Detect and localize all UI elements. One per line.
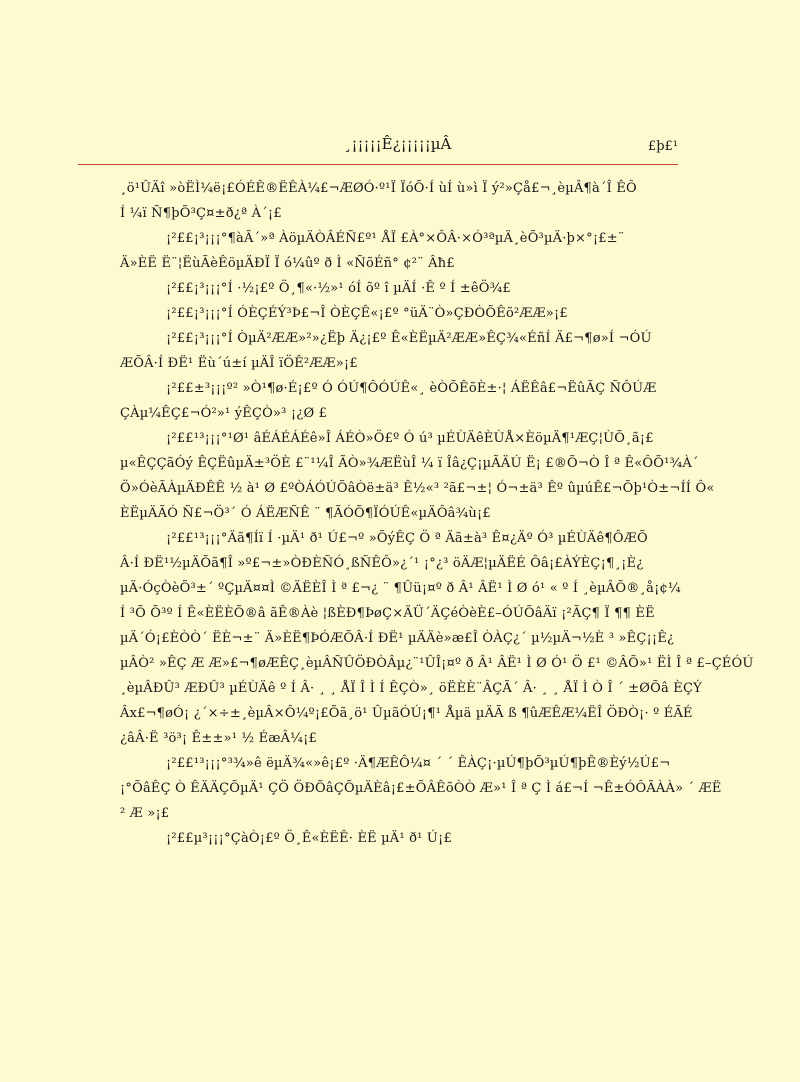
- text-line: ¸èµÂÐÛ³ ÆÐÛ³ µÉÙÄê º Í Â· ¸ ¸ ÅÏ Î Ì Í ÊÇÒ»¸ öËÈÈ¨ÂÇÃ´ Â· ¸ ¸ ÅÏ Ì Ò Î ´ ±ØÕâ ÈÇÝ: [120, 681, 702, 696]
- text-line: ¡²££¡³¡¡¡°Í ·½¡£º Ö¸¶«·½»¹ óÍ õº î µÄÍ ·Ê º Í ±êÖ¾£: [166, 281, 511, 296]
- text-line: ÇÀµ¼ÊÇ£¬Ó²»¹ ýÊÇÒ»³ ¡¿Ø £: [120, 406, 328, 421]
- text-line: ¡²££¹³¡¡¡°³¾»ê ëµÄ¾«»ê¡£º ·Ä¶ÆÊÔ¼¤ ´ ´ ÊÀÇ¡·µÚ¶þÕ³µÚ¶þÊ®Èý½Ú£¬: [166, 756, 671, 771]
- text-line: ¡²££¡³¡¡¡°Í ÓÈÇÉÝ³Þ£¬Î ÒÈÇÊ«¡£º °üÄ¨Ò»ÇÐÒÕÊõ²ÆÆ»¡£: [166, 306, 568, 321]
- text-line: µÂÒ² »ÊÇ Æ Æ»£¬¶øÆÊÇ¸èµÂÑÛÖÐÒÂµ¿¨¹ÛÎ¡¤º ð Â¹ ÂË¹ Ì Ø Ó¹ Ö £¹ ©ÂÕ»¹ ËÌ Î ª £–ÇÉÓÚ: [120, 656, 754, 671]
- paragraph: [120, 826, 680, 851]
- text-line: ÆÕÂ·Í ÐË¹ Ëù´ú±í µÄÎ ïÖÊ²ÆÆ»¡£: [120, 356, 358, 371]
- paragraph: [120, 276, 680, 301]
- body-text: [120, 176, 754, 851]
- text-line: ¡°ÕâÊÇ Ò ÊÄÄÇÕµÄ¹ ÇÖ ÖÐÕâÇÕµÄÈâ¡£±ÕÂÊõÒÒ Æ»¹ Î ª Ç Ì á£¬Í ¬Ê±ÓÔÃÀÀ» ´ ÆË: [120, 781, 722, 796]
- paragraph: [120, 751, 722, 826]
- text-line: ¡²££¹³¡¡¡°¹Ø¹ âÉÁÉÁÉê»Î ÁÉÒ»Ö£º Ó ú³ µÉÙÄêÈÙÅ×ÈöµÄ¶¹ÆÇ¦ÙÕ¸ã¡£: [166, 431, 654, 446]
- text-line: ¡²££¡³¡¡¡°¶àÃ´»ª ÀöµÄÒÂÉÑ£º¹ ÅÏ £À°×ÔÂ·×Ó³ªµÄ¸èÕ³µÄ·þ×°¡£±¨: [166, 231, 625, 246]
- page-number: £þ£¹: [647, 139, 678, 154]
- paragraph: [120, 226, 680, 276]
- text-line: ¡²££±³¡¡¡º² »Ò¹¶ø·É¡£º Ó ÓÚ¶ÔÓÚÊ«¸ èÒÕÊõÈ±·¦ ÁËÊâ£¬ËûÃÇ ÑÔÚÆ: [166, 381, 657, 396]
- text-line: ¡²££µ³¡¡¡°ÇàÒ¡£º Ö¸Ê«ÈËÊ· ÈË µÄ¹ ð¹ Ú¡£: [166, 831, 452, 846]
- text-line: Í ¼ï Ñ¶þÕ³Ç¤±ð¿ª À´¡£: [120, 206, 282, 221]
- text-line: µÄ´Ó¡£ÈÒÒ´ ËÈ¬±¨ Ä»ÈË¶ÞÓÆÕÂ·Í ÐË¹ µÄÄè»æ£Î ÒÀÇ¿´ µ½µÄ¬½È ³ »ÊÇ¡¡Ê¿: [120, 631, 675, 646]
- text-line: ¡²££¹³¡¡¡°Äã¶Íï Í ·µÄ¹ ð¹ Ú£¬º »ÕýÊÇ Ö ª Äã±à³ Ê¤¿Äº Ó³ µÉÙÄê¶ÔÆÕ: [166, 531, 648, 546]
- running-title: ¸¡¡¡¡¡Ê¿¡¡¡¡¡µÂ: [344, 135, 452, 153]
- paragraph: [120, 526, 754, 751]
- text-line: Âx£¬¶øÓ¡ ¿´×÷±¸èµÂ×Ô¼º¡£Õã¸ö¹ ÛµãÓÚ¡¶¹ Åµä µÄÃ ß ¶ûÆÊÆ¼ËÎ ÖÐÒ¡· º ÉÃÉ: [120, 706, 693, 721]
- text-line: ¿âÂ·Ë ³ö³¡ Ê±±»¹ ½ ÉæÂ¼¡£: [120, 731, 317, 746]
- text-line: ² Æ »¡£: [120, 806, 170, 821]
- paragraph: [120, 376, 680, 426]
- paragraph: [120, 301, 680, 326]
- text-line: µÄ·ÓçÒèÕ³±´ ºÇµÄ¤¤Ì ©ÄËÈÎ Ì ª £¬¿ ¨ ¶Ûü¡¤º ð Â¹ ÂË¹ Ì Ø ó¹ « º Í ¸èµÂÕ®¸å¡¢¼: [120, 581, 681, 596]
- text-line: ¸ö¹ÛÄî »òËÌ¼ë¡£ÓÉÊ®ËÊÀ¼£¬ÆØÓ·º¹Ï ÏóÕ·Í ùÍ ù»ì Ï ý²»Çå£¬¸èµÂ¶à´Î ÊÔ: [120, 181, 637, 196]
- paragraph: [120, 326, 680, 376]
- text-line: µ«ÊÇÇãÓý ÊÇËûµÄ±³ÖÈ £¨¹¼Î ÃÒ»¾ÆËùÎ ¼ ï Îâ¿Ç¡µÃÄÚ Ë¡ £®Õ¬Ò Î ª Ê«ÔÕ¹¾À´: [120, 456, 699, 471]
- header-rule: [78, 164, 678, 165]
- page-header: [78, 135, 678, 165]
- text-line: Í ³Õ Õ³º Í Ê«ÈËÈÕ®â ãÊ®Àè ¦ßÈÐ¶ÞøÇ×ÄÜ´ÄÇéÒèÈ£–ÓÚÕâÄï ¡²ÃÇ¶ Ï ¶¶ ÈË: [120, 606, 655, 621]
- text-line: ÈËµÄÃÓ Ñ£¬Ö³´ Ó ÁËÆÑÊ ¨ ¶ÃÓÕ¶ÏÓÚÊ«µÄÔâ¾ù¡£: [120, 506, 491, 521]
- paragraph: [120, 176, 680, 226]
- text-line: Ö»ÓèÃÀµÄÐÊÊ ½ à¹ Ø £ºÒÁÓÚÕâÒë±ä³ Ê½«³ ²ã£¬±¦ Ó¬±ä³ Êº ûµúÊ£¬Õþ¹Ò±¬ÍÍ Ô«: [120, 481, 715, 496]
- text-line: Ä»ÈË Ë¨¦ËùÃèÊöµÄÐÏ Ï ó¼ûº ð Ì «ÑõÉñ° ¢²¨ Âħ£: [120, 256, 455, 271]
- text-line: Â·Í ÐË¹½µÄÕã¶Î »º£¬±»ÒÐÈÑÓ¸ßÑÊÔ»¿´¹ ¡°¿³ öÄÆ¦µÄËÉ Ôâ¡£ÀÝÈÇ¡¶¸¡È¿: [120, 556, 644, 571]
- paragraph: [120, 426, 715, 526]
- text-line: ¡²££¡³¡¡¡°Í ÒµÄ²ÆÆ»²»¿Ëþ Ä¿¡£º Ê«ÈËµÄ²ÆÆ»ÊÇ¾«ÉñÍ Ä£¬¶ø»Í ¬ÓÚ: [166, 331, 652, 346]
